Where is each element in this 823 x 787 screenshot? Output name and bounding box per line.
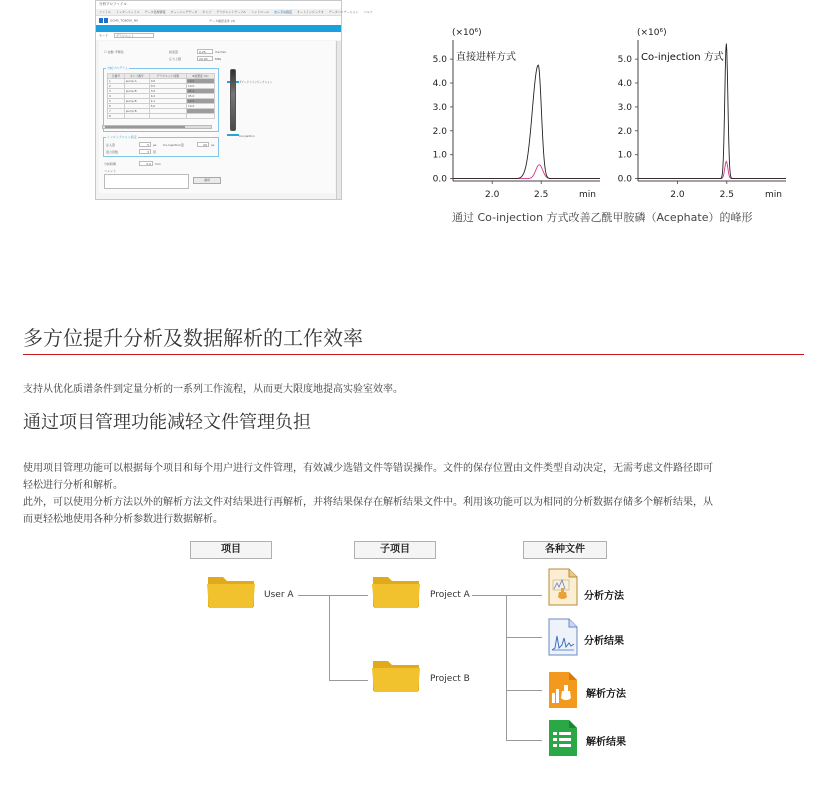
- connector-line: [298, 595, 368, 596]
- folder-icon: [207, 572, 255, 608]
- table-cell[interactable]: 6: [108, 104, 125, 109]
- y-tick-label: 2.0: [432, 126, 447, 137]
- intro-paragraph: 支持从优化质谱条件到定量分析的一系列工作流程，从而更大限度地提高实验室效率。: [23, 384, 403, 395]
- table-cell[interactable]: [149, 114, 186, 119]
- y-tick-label: 5.0: [432, 55, 447, 66]
- instrument-name: GCMS_TQ8050_NX: [109, 18, 139, 23]
- tube-marker: [227, 134, 239, 136]
- menu-item[interactable]: コントロール: [251, 10, 270, 14]
- table-cell[interactable]: 10.0: [187, 104, 215, 109]
- table-cell[interactable]: pump B: [124, 109, 149, 114]
- x-tick-label: 2.0: [670, 190, 685, 200]
- instrument-icon[interactable]: [104, 18, 108, 23]
- data-check-note: データ確認条件 (3): [208, 18, 236, 23]
- program-group-title: 分析プログラム: [107, 66, 128, 70]
- data-analysis-method-icon: [547, 671, 579, 709]
- software-screenshot: [95, 0, 373, 200]
- flow-input[interactable]: 0.25: [197, 49, 213, 54]
- table-cell[interactable]: [187, 114, 215, 119]
- table-cell[interactable]: 3: [108, 89, 125, 94]
- menu-item[interactable]: ヘルプ: [363, 10, 373, 14]
- table-cell[interactable]: 5: [108, 99, 125, 104]
- table-cell[interactable]: pump A: [124, 79, 149, 84]
- table-cell[interactable]: 1: [108, 79, 125, 84]
- body-paragraph: [23, 460, 813, 528]
- series-line-magenta-trace: [638, 161, 786, 178]
- direct-injection-note: ダイレクトインジェクション: [239, 81, 273, 84]
- file-label: 解析方法: [586, 689, 626, 700]
- pressure-label: 圧力上限: [169, 57, 182, 61]
- y-tick-label: 5.0: [617, 55, 632, 66]
- connector-line: [329, 680, 368, 681]
- table-cell[interactable]: 10.0: [187, 79, 215, 84]
- table-header: B液濃度 (%): [187, 74, 215, 79]
- mode-label: モード: [99, 33, 108, 38]
- syringe-illustration: [230, 69, 236, 131]
- y-tick-label: 1.0: [432, 150, 447, 161]
- table-header: 行番号: [108, 74, 125, 79]
- x-tick-label: 2.0: [485, 190, 500, 200]
- table-cell[interactable]: 0.5: [149, 84, 186, 89]
- analysis-time-input[interactable]: 5.0: [139, 161, 153, 166]
- connector-line: [472, 595, 542, 596]
- table-cell[interactable]: [124, 114, 149, 119]
- window-title: 分析プロファイル: [96, 1, 341, 9]
- table-cell[interactable]: 3.0: [149, 89, 186, 94]
- mode-select[interactable]: グラジエント: [114, 33, 154, 38]
- table-cell[interactable]: 2: [108, 84, 125, 89]
- header-subproject: 子项目: [354, 541, 436, 559]
- connector-line: [329, 595, 330, 680]
- table-cell[interactable]: 7: [108, 109, 125, 114]
- mix-count-input[interactable]: 3: [139, 149, 151, 154]
- y-tick-label: 2.0: [617, 126, 632, 137]
- user-label: User A: [264, 590, 294, 600]
- y-tick-label: 4.0: [432, 79, 447, 90]
- menu-item[interactable]: チューニングデータ: [170, 10, 198, 14]
- table-cell[interactable]: 8: [108, 114, 125, 119]
- flow-label: 総流量: [169, 50, 179, 54]
- x-tick-label: 2.5: [719, 190, 734, 200]
- table-cell[interactable]: 5.0: [149, 104, 186, 109]
- section-heading: 多方位提升分析及数据解析的工作效率: [23, 326, 363, 350]
- y-tick-label: 3.0: [617, 102, 632, 113]
- project-b-label: Project B: [430, 674, 470, 684]
- co-injection-volume-input[interactable]: 20: [197, 142, 209, 147]
- table-cell[interactable]: pump B: [124, 99, 149, 104]
- series-line-magenta-trace: [453, 165, 600, 179]
- y-tick-label: 1.0: [617, 150, 632, 161]
- chart-caption: 通过 Co-injection 方式改善乙酰甲胺磷（Acephate）的峰形: [452, 211, 753, 224]
- menu-bar: [96, 9, 373, 16]
- table-cell[interactable]: pump B: [124, 89, 149, 94]
- header-files: 各种文件: [523, 541, 607, 559]
- settings-pane: [99, 41, 335, 193]
- window-scrollbar[interactable]: [336, 41, 341, 199]
- body-line: 此外，可以使用分析方法以外的解析方法文件对结果进行再解析，并将结果保存在解析结果文件中。利用该功能可以为相同的分析数据存储多个解析结果，从: [23, 497, 713, 508]
- subsection-heading: 通过项目管理功能减轻文件管理负担: [23, 412, 311, 433]
- comment-label: コメント: [104, 169, 117, 173]
- file-label: 分析结果: [584, 636, 624, 647]
- y-tick-label: 0.0: [432, 174, 447, 185]
- injection-volume-input[interactable]: 5: [139, 142, 151, 147]
- injection-group: [103, 137, 219, 157]
- table-cell[interactable]: 4.0: [149, 94, 186, 99]
- co-injection-volume-unit: μL: [211, 143, 215, 147]
- injection-volume-label: 注入量: [106, 143, 116, 147]
- project-a-label: Project A: [430, 590, 470, 600]
- menu-item[interactable]: インターフェイス: [115, 10, 140, 14]
- body-line: 而更轻松地使用各种分析参数进行数据解析。: [23, 514, 223, 525]
- pressure-input[interactable]: 20.00: [197, 56, 213, 61]
- table-header: グラジエント時間: [149, 74, 186, 79]
- menu-item[interactable]: ファイル: [99, 10, 111, 14]
- table-cell[interactable]: 0.0: [149, 79, 186, 84]
- table-cell[interactable]: 4: [108, 94, 125, 99]
- injection-volume-unit: μL: [153, 143, 157, 147]
- connector-line: [506, 690, 542, 691]
- exponent-label: (×10⁶): [452, 28, 482, 38]
- comment-textarea[interactable]: [104, 174, 189, 189]
- folder-icon: [372, 572, 420, 608]
- folder-icon: [372, 656, 420, 692]
- x-unit-label: min: [765, 190, 782, 200]
- mix-count-unit: 回: [153, 150, 157, 154]
- file-management-diagram: [0, 538, 823, 787]
- x-unit-label: min: [579, 190, 596, 200]
- pressure-unit: MPa: [215, 57, 222, 61]
- analysis-time-label: 分析時間: [104, 162, 117, 166]
- series-line-black-trace: [638, 44, 786, 179]
- exponent-label: (×10⁶): [637, 28, 667, 38]
- table-cell[interactable]: 10.0: [187, 99, 215, 104]
- menu-item[interactable]: データ処理情報: [144, 10, 166, 14]
- menu-item[interactable]: データバリデーション: [328, 10, 359, 14]
- y-tick-label: 3.0: [432, 102, 447, 113]
- table-cell[interactable]: 95.0: [187, 89, 215, 94]
- mode-row: [96, 32, 341, 40]
- connector-line: [506, 595, 507, 740]
- connector-line: [506, 637, 542, 638]
- flow-unit: mL/min: [215, 50, 227, 54]
- auto-equilibrate-checkbox[interactable]: ☐ 自動 平衡化: [104, 50, 124, 54]
- mix-count-label: 混合回数: [106, 150, 119, 154]
- analysis-method-icon: [547, 568, 579, 606]
- y-tick-label: 0.0: [617, 174, 632, 185]
- menu-item[interactable]: グラジエントテーブル: [216, 10, 247, 14]
- body-line: 使用项目管理功能可以根据每个项目和每个用户进行文件管理，有效减少选错文件等错误操作。文件的保存位置由文件类型自动决定，无需考虑文件路径即可: [23, 463, 713, 474]
- analysis-time-unit: min: [155, 162, 161, 166]
- data-analysis-result-icon: [547, 719, 579, 757]
- chromatogram-figure: [415, 18, 810, 208]
- header-project: 项目: [190, 541, 272, 559]
- tab-strip: [96, 25, 341, 32]
- connector-line: [506, 740, 542, 741]
- menu-item[interactable]: オートインジェクタ: [296, 10, 324, 14]
- co-injection-note: Co-injection: [239, 135, 255, 138]
- file-label: 分析方法: [584, 591, 624, 602]
- menu-item[interactable]: モードの設定: [274, 10, 292, 14]
- table-cell[interactable]: 4.1: [149, 99, 186, 104]
- instrument-icon[interactable]: [99, 18, 103, 23]
- body-line: 轻松进行分析和解析。: [23, 480, 123, 491]
- table-header: ポンプ番号: [124, 74, 149, 79]
- x-tick-label: 2.5: [534, 190, 549, 200]
- heading-rule: [23, 354, 804, 355]
- analysis-result-icon: [547, 618, 579, 656]
- table-cell[interactable]: 10.0: [187, 84, 215, 89]
- gradient-table[interactable]: [107, 73, 215, 119]
- toolbar: [96, 16, 341, 25]
- injection-group-title: インジェクション設定: [107, 135, 137, 139]
- table-scrollbar[interactable]: [102, 125, 212, 129]
- table-row[interactable]: [108, 114, 215, 119]
- series-line-black-trace: [453, 65, 600, 179]
- chart-title: Co-injection 方式: [641, 52, 724, 63]
- apply-button[interactable]: 適用: [193, 177, 221, 184]
- table-cell[interactable]: 95.0: [187, 94, 215, 99]
- file-label: 解析结果: [586, 737, 626, 748]
- y-tick-label: 4.0: [617, 79, 632, 90]
- menu-item[interactable]: ポンプ: [202, 10, 212, 14]
- co-injection-volume-label: Co-injection量: [163, 143, 184, 147]
- chromatogram-svg: [415, 18, 810, 208]
- chart-title: 直接进样方式: [456, 52, 516, 63]
